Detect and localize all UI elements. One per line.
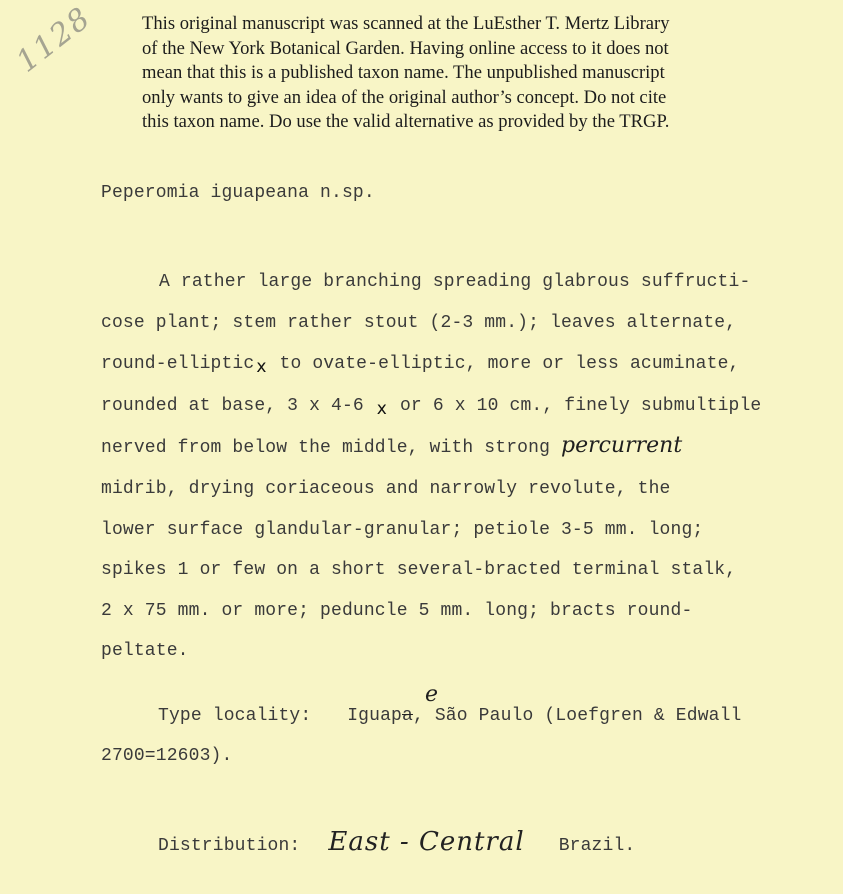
description-line: round-elliptic x to ovate-elliptic, more or less acuminate,: [101, 354, 740, 378]
notice-line: This original manuscript was scanned at the LuEsther T. Mertz Library: [142, 13, 670, 34]
description-line: 2 x 75 mm. or more; peduncle 5 mm. long; bracts round-: [101, 600, 693, 621]
description-line: cose plant; stem rather stout (2-3 mm.); leaves alternate,: [101, 312, 737, 333]
description-line: lower surface glandular-granular; petiole 3-5 mm. long;: [101, 519, 704, 540]
description-line: spikes 1 or few on a short several-bracted terminal stalk,: [101, 560, 737, 581]
type-locality-collection: 2700=12603).: [101, 746, 233, 766]
species-title: Peperomia iguapeana n.sp.: [101, 183, 375, 203]
handwritten-x-mark: x: [256, 357, 267, 378]
notice-line: of the New York Botanical Garden. Having online access to it does not: [142, 37, 669, 59]
description-line: midrib, drying coriaceous and narrowly revolute, the: [101, 478, 671, 499]
description-line: nerved from below the middle, with strong percurrent: [101, 433, 683, 459]
type-locality-rest: , São Paulo (Loefgren & Edwall: [412, 706, 742, 726]
description-line: rounded at base, 3 x 4-6 x or 6 x 10 cm., finely submultiple: [101, 395, 762, 419]
distribution-country: Brazil.: [558, 836, 636, 856]
distribution-label: Distribution:: [158, 836, 301, 856]
type-locality-place: Iguap: [347, 706, 402, 726]
handwritten-x-mark: x: [376, 398, 388, 419]
type-locality-label: Type locality:: [158, 706, 312, 726]
description-line: A rather large branching spreading glabrous suffructi-: [159, 272, 751, 292]
type-locality: [158, 706, 742, 726]
handwritten-correction: e: [425, 682, 439, 707]
distribution: [158, 827, 635, 857]
margin-pencil-note: 1128: [10, 0, 99, 80]
description-line: peltate.: [101, 641, 189, 662]
notice-line: only wants to give an idea of the original author’s concept. Do not cite: [142, 86, 667, 108]
notice-line: mean that this is a published taxon name. The unpublished manuscript: [142, 62, 665, 84]
handwritten-insertion: percurrent: [560, 433, 683, 459]
species-description: [101, 262, 761, 672]
notice-line: this taxon name. Do use the valid alternative as provided by the TRGP.: [142, 111, 670, 133]
struck-letter: a: [402, 706, 413, 726]
library-notice: [142, 12, 782, 135]
handwritten-distribution: East - Central: [328, 827, 525, 857]
